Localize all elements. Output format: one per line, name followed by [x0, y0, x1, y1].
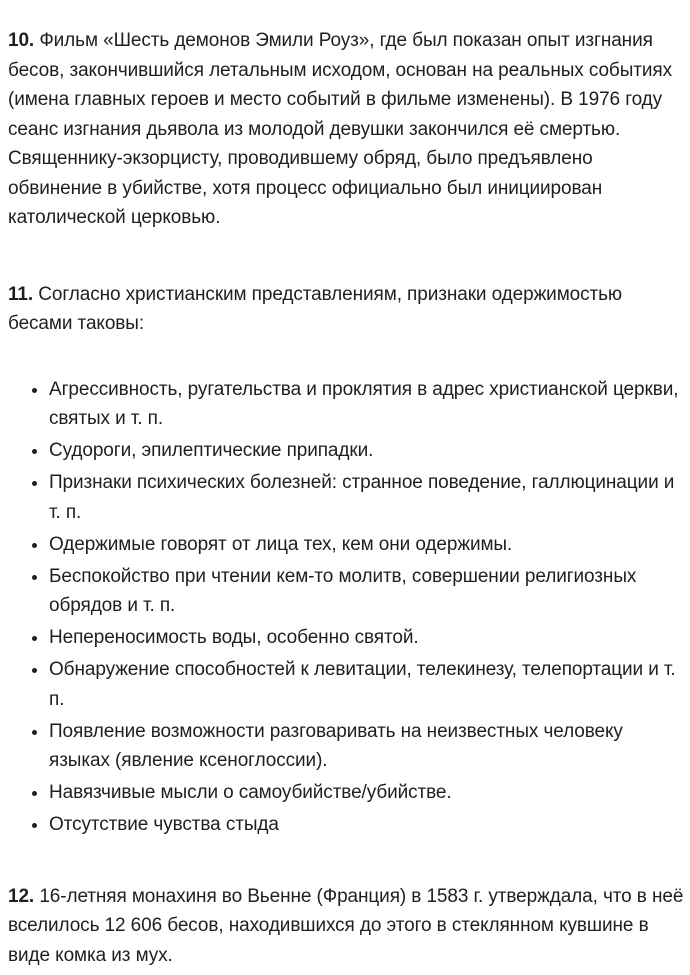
possession-sign-item: • Непереносимость воды, особенно святой. [48, 623, 686, 653]
possession-sign-item: • Признаки психических болезней: странное поведение, галлюцинации и т. п. [48, 468, 686, 527]
fact-number-10: 10. [8, 30, 35, 51]
fact-number-11: 11. [8, 283, 34, 305]
fact-paragraph-11 [8, 280, 686, 339]
possession-sign-item: • Агрессивность, ругательства и проклятия в адрес христианской церкви, святых и т. п. [48, 375, 686, 434]
possession-sign-item: • Отсутствие чувства стыда [48, 810, 686, 840]
possession-sign-item: • Появление возможности разговаривать на неизвестных человеку языках (явление ксеноглоссии). [48, 717, 686, 776]
possession-sign-item: • Беспокойство при чтении кем-то молитв, совершении религиозных обрядов и т. п. [48, 562, 686, 621]
fact-text-10: Фильм «Шесть демонов Эмили Роуз», где был показан опыт изгнания бесов, закончившийся летальным исходом, основан на реальных событиях (имена главных героев и место событий в фильме изменены). В 1976 году сеанс изгнания дьявола из молодой девушки закончился её смертью. Священнику-экзорцисту, проводившему обряд, было предъявлено обвинение в убийстве, хотя процесс официально был инициирован католической церковью. [8, 30, 672, 228]
possession-sign-item: • Навязчивые мысли о самоубийстве/убийстве. [48, 778, 686, 808]
possession-sign-item: • Обнаружение способностей к левитации, телекинезу, телепортации и т. п. [48, 655, 686, 714]
possession-signs-list [8, 375, 686, 840]
fact-text-12: 16-летняя монахиня во Вьенне (Франция) в 1583 г. утверждала, что в неё вселилось 12 606 бесов, находившихся до этого в стеклянном кувшине в виде комка из мух. [8, 885, 684, 966]
fact-paragraph-12 [8, 882, 686, 971]
fact-paragraph-10 [8, 26, 686, 233]
possession-sign-item: • Судороги, эпилептические припадки. [48, 436, 686, 466]
possession-sign-item: • Одержимые говорят от лица тех, кем они одержимы. [48, 530, 686, 560]
fact-text-11: Согласно христианским представлениям, признаки одержимостью бесами таковы: [8, 283, 623, 334]
fact-number-12: 12. [8, 885, 35, 907]
